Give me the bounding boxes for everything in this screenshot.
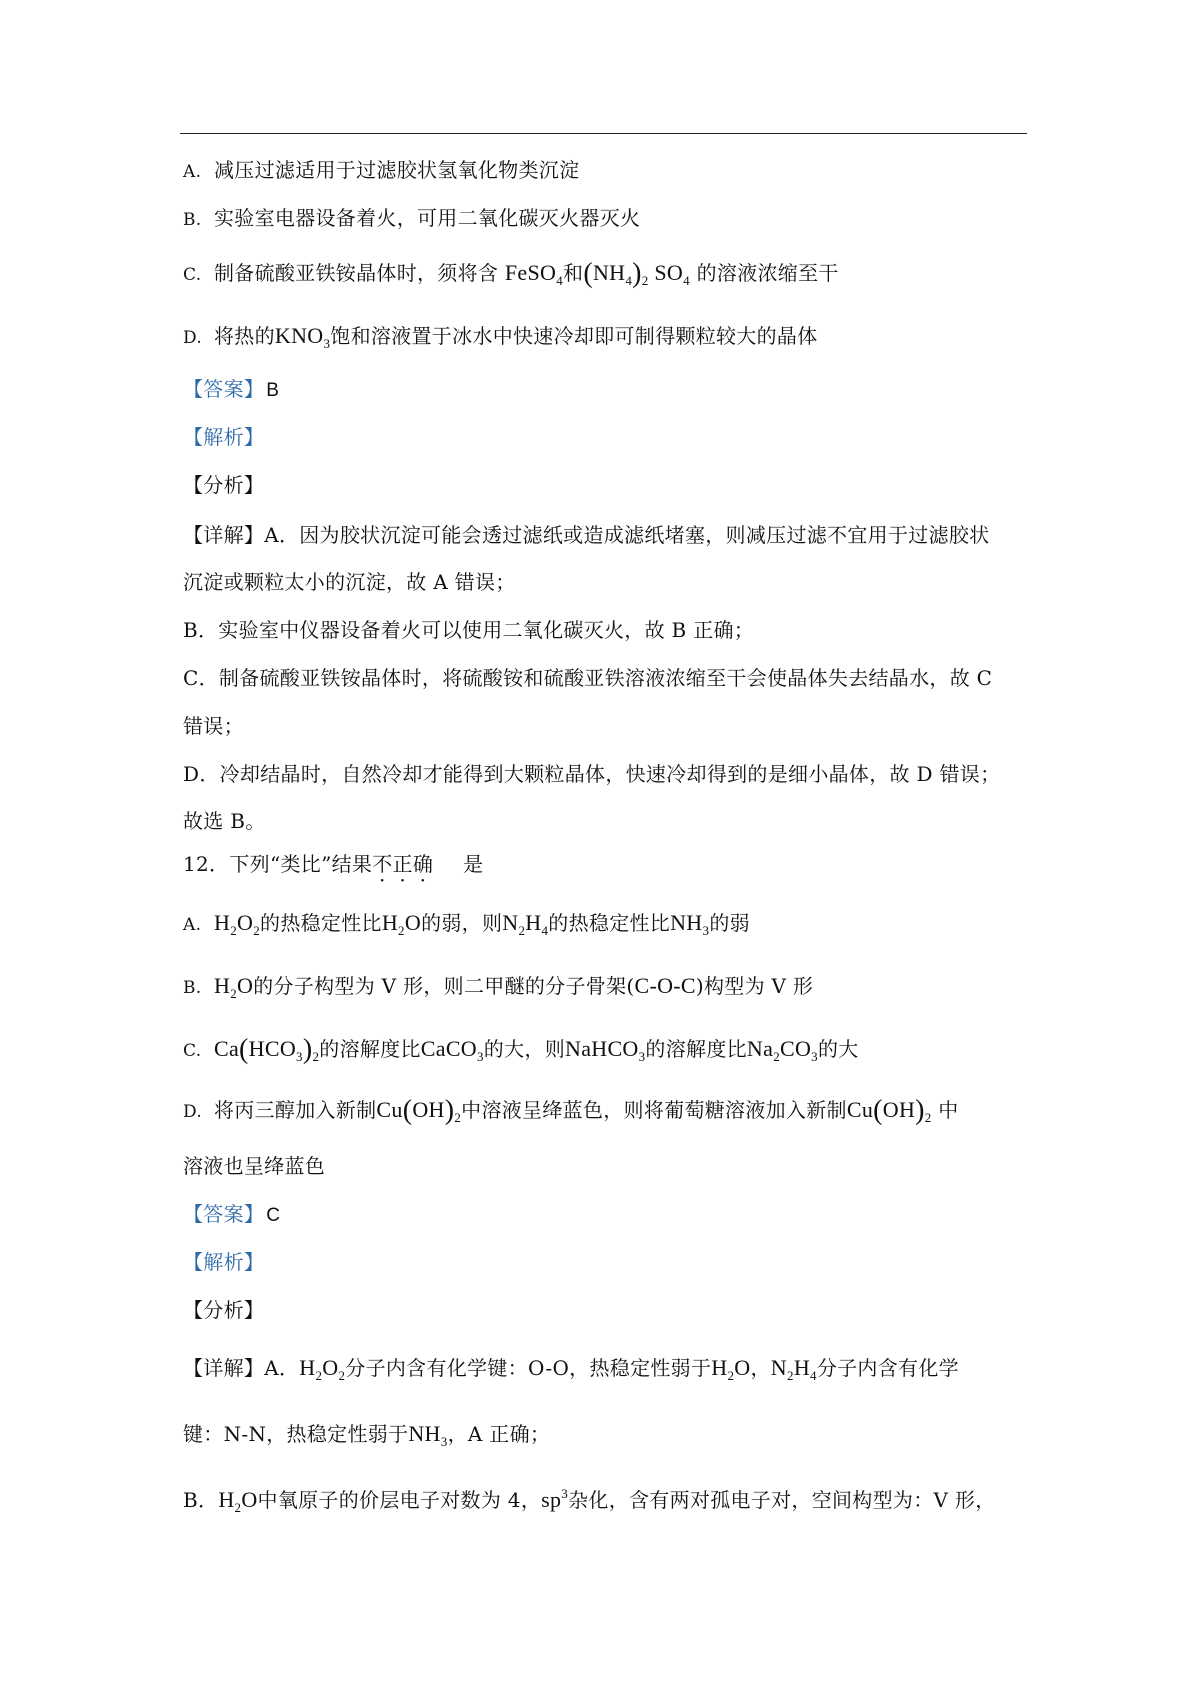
option-text: 的弱 bbox=[709, 911, 750, 935]
formula-n2h4: $N_2H_4$ bbox=[770, 1355, 817, 1383]
answer-tag: 【答案】 bbox=[183, 377, 265, 401]
option-text: 的大，则 bbox=[483, 1037, 565, 1061]
q11-option-b bbox=[183, 204, 640, 234]
q12-fenxi-tag: 【分析】 bbox=[183, 1298, 265, 1322]
stem-text: 是 bbox=[463, 852, 484, 876]
detail-text: 中氧原子的价层电子对数为 4， bbox=[257, 1488, 542, 1512]
emphasis-char: 不 bbox=[372, 852, 393, 876]
option-text: 的热稳定性比 bbox=[260, 911, 382, 935]
option-label: D. bbox=[183, 328, 203, 348]
answer-value: C bbox=[266, 1205, 281, 1226]
detail-text: ， bbox=[750, 1356, 771, 1380]
q11-fenxi-tag: 【分析】 bbox=[183, 473, 265, 497]
formula-kno3: $KNO_3$ bbox=[274, 323, 331, 351]
q11-jiexi-tag: 【解析】 bbox=[183, 425, 265, 449]
q12-option-d bbox=[183, 1096, 959, 1126]
answer-value: B bbox=[266, 380, 280, 401]
option-text: 中溶液呈绛蓝色，则将葡萄糖溶液加入新制 bbox=[461, 1098, 847, 1122]
formula-ca-hco3-2: $Ca(HCO_3)_2$ bbox=[214, 1034, 320, 1065]
option-label: C. bbox=[183, 265, 202, 285]
detail-text: ，A 正确； bbox=[447, 1422, 551, 1446]
option-label: A. bbox=[183, 162, 202, 182]
q11-option-a bbox=[183, 156, 579, 186]
stem-text: 12．下列“类比”结果 bbox=[183, 852, 373, 876]
emphasis-char: 确 bbox=[412, 852, 434, 876]
option-text: 实验室电器设备着火，可用二氧化碳灭火器灭火 bbox=[214, 206, 641, 230]
formula-h2o: $H_2O$ bbox=[218, 1487, 258, 1515]
formula-h2o: $H_2O$ bbox=[381, 910, 422, 938]
q12-detail-a-cont bbox=[183, 1420, 550, 1448]
option-text: 的溶液浓缩至干 bbox=[696, 261, 839, 285]
q11-detail-line: 沉淀或颗粒太小的沉淀，故 A 错误； bbox=[183, 570, 516, 594]
option-label: C. bbox=[183, 1041, 202, 1061]
q12-jiexi-tag: 【解析】 bbox=[183, 1250, 265, 1274]
option-text: 的溶解度比 bbox=[319, 1037, 421, 1061]
q12-option-a bbox=[183, 909, 750, 939]
formula-nh4-2so4: $(NH_4)_2$ $SO_4$ bbox=[583, 258, 690, 289]
option-text: 饱和溶液置于冰水中快速冷却即可制得颗粒较大的晶体 bbox=[330, 324, 818, 348]
q11-detail-line: D．冷却结晶时，自然冷却才能得到大颗粒晶体，快速冷却得到的是细小晶体，故 D 错误； bbox=[183, 762, 1001, 786]
detail-text: B． bbox=[183, 1488, 219, 1512]
q11-detail-line: B．实验室中仪器设备着火可以使用二氧化碳灭火，故 B 正确； bbox=[183, 618, 755, 642]
formula-caco3: CaCO$_3$ bbox=[420, 1036, 484, 1064]
formula-coc: C-O-C bbox=[634, 973, 696, 998]
option-text: 中 bbox=[938, 1098, 959, 1122]
q11-detail-line: 故选 B。 bbox=[183, 809, 266, 833]
option-text: 的溶解度比 bbox=[645, 1037, 747, 1061]
option-label: B. bbox=[183, 210, 202, 230]
formula-h2o: $H_2O$ bbox=[711, 1355, 751, 1383]
formula-n2h4: $N_2H_4$ bbox=[502, 910, 549, 938]
emphasis-char: 正 bbox=[392, 852, 413, 876]
option-text: 的热稳定性比 bbox=[548, 911, 671, 935]
option-text: 将热的 bbox=[214, 324, 275, 348]
formula-h2o2: $H_2O_2$ bbox=[299, 1355, 346, 1383]
option-text: 减压过滤适用于过滤胶状氢氧化物类沉淀 bbox=[214, 158, 580, 182]
header-rule bbox=[180, 133, 1027, 134]
formula-feso4: FeSO$_4$ bbox=[504, 260, 564, 288]
formula-nahco3: NaHCO$_3$ bbox=[565, 1036, 646, 1064]
q12-detail-b bbox=[183, 1486, 996, 1514]
detail-text: 分子内含有化学 bbox=[816, 1356, 959, 1380]
option-text: 将丙三醇加入新制 bbox=[214, 1098, 377, 1122]
q11-detail-line: C．制备硫酸亚铁铵晶体时，将硫酸铵和硫酸亚铁溶液浓缩至干会使晶体失去结晶水，故 C bbox=[183, 666, 993, 690]
q11-option-c bbox=[183, 259, 839, 289]
formula-cu-oh-2: $Cu(OH)_2$ bbox=[376, 1095, 462, 1126]
option-label: D. bbox=[183, 1102, 203, 1122]
q12-option-b bbox=[183, 972, 813, 1002]
option-text: 的分子构型为 V 形，则二甲醚的分子骨架( bbox=[253, 974, 635, 998]
q11-answer bbox=[183, 375, 279, 405]
q12-detail-a bbox=[183, 1354, 959, 1382]
option-text: 的弱，则 bbox=[421, 911, 503, 935]
detail-text: 键：N-N，热稳定性弱于 bbox=[183, 1422, 409, 1446]
formula-sp3: $sp^3$ bbox=[541, 1486, 569, 1512]
q11-option-d bbox=[183, 322, 818, 352]
formula-h2o: $H_2O$ bbox=[214, 973, 254, 1001]
option-text: 的大 bbox=[817, 1037, 859, 1061]
formula-h2o2: $H_2O_2$ bbox=[214, 910, 261, 938]
detail-text: 杂化，含有两对孤电子对，空间构型为：V 形， bbox=[568, 1488, 996, 1512]
formula-cu-oh-2: $Cu(OH)_2$ bbox=[846, 1095, 932, 1126]
detail-text: 分子内含有化学键：O-O，热稳定性弱于 bbox=[345, 1356, 712, 1380]
q11-detail-line: 【详解】A．因为胶状沉淀可能会透过滤纸或造成滤纸堵塞，则减压过滤不宜用于过滤胶状 bbox=[183, 523, 990, 547]
option-label: B. bbox=[183, 978, 202, 998]
answer-tag: 【答案】 bbox=[183, 1202, 265, 1226]
option-text: )构型为 V 形 bbox=[695, 974, 814, 998]
option-label: A. bbox=[183, 915, 202, 935]
option-text: 制备硫酸亚铁铵晶体时，须将含 bbox=[214, 261, 499, 285]
option-text: 和 bbox=[563, 261, 584, 285]
q12-stem bbox=[183, 850, 483, 878]
q12-option-c bbox=[183, 1035, 859, 1065]
formula-nh3: $NH_3$ bbox=[408, 1421, 448, 1449]
q12-answer bbox=[183, 1200, 280, 1230]
formula-nh3: $NH_3$ bbox=[670, 910, 710, 938]
detail-text: 【详解】A． bbox=[183, 1356, 300, 1380]
q12-option-d-cont: 溶液也呈绛蓝色 bbox=[183, 1154, 326, 1178]
formula-na2co3: $Na_2CO_3$ bbox=[746, 1036, 818, 1064]
q11-detail-line: 错误； bbox=[183, 714, 244, 738]
